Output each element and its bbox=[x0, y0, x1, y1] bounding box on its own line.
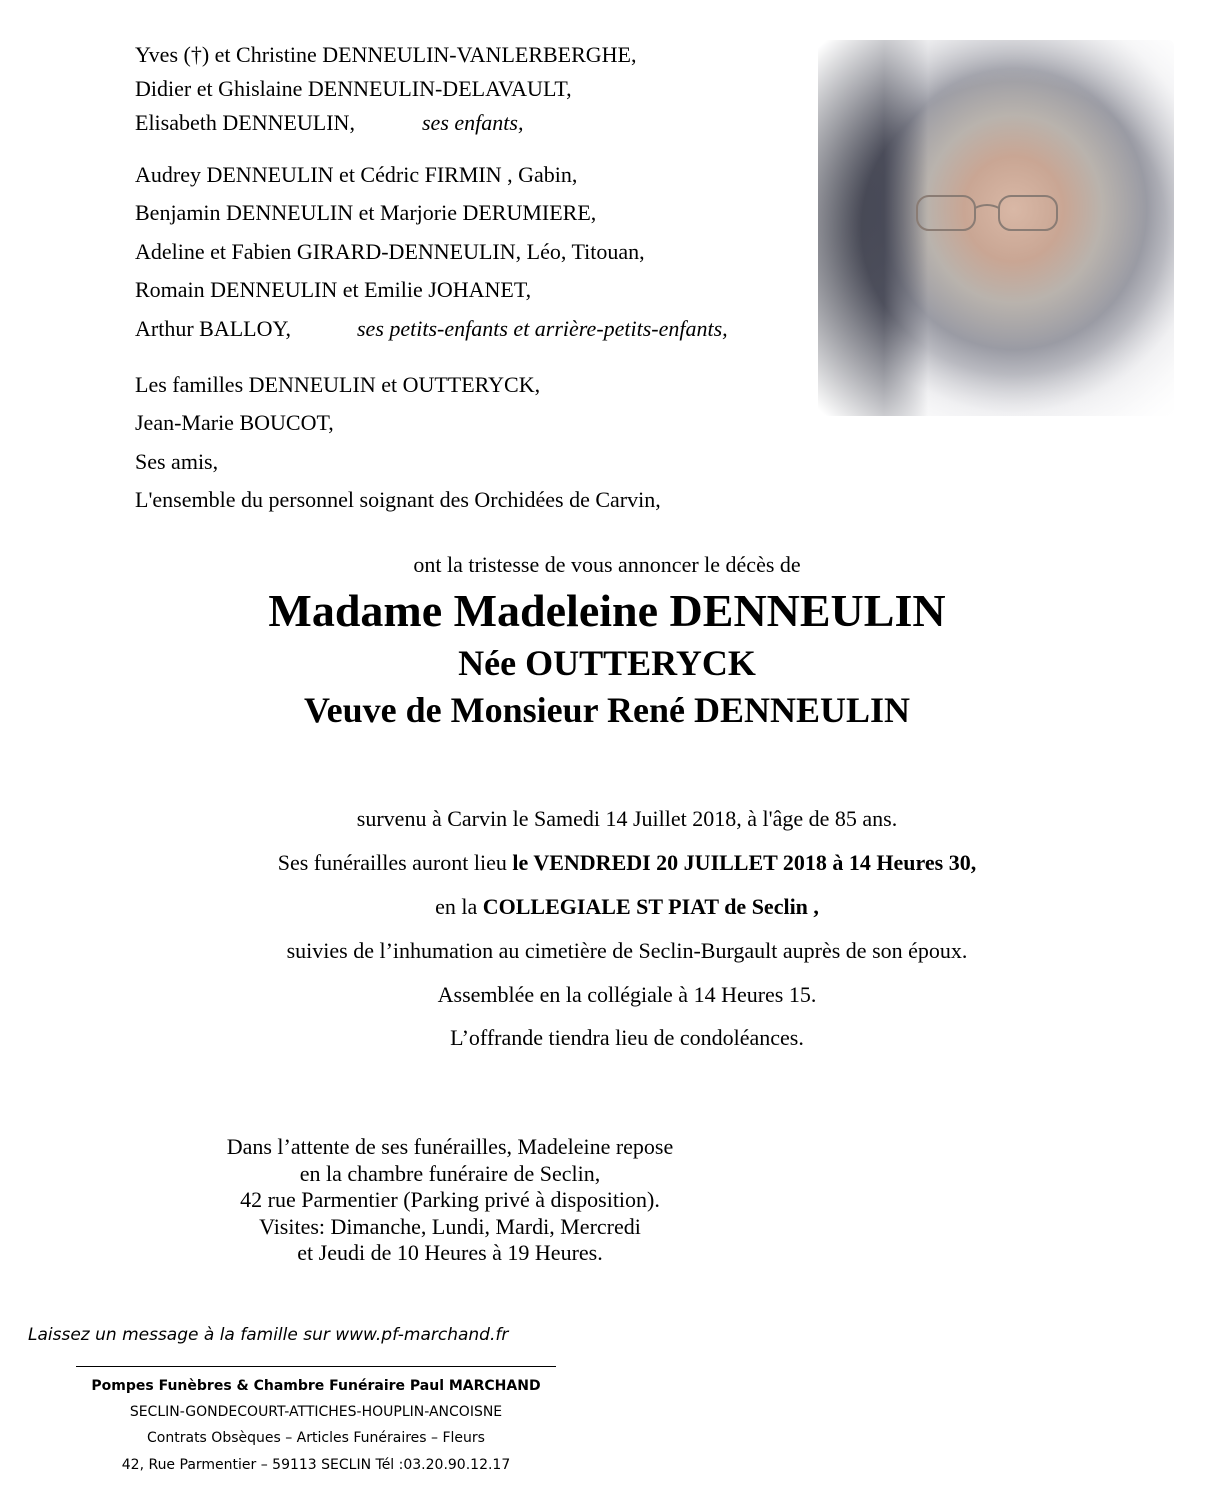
grandchild-line-2: Benjamin DENNEULIN et Marjorie DERUMIERE, bbox=[135, 200, 597, 225]
child-line-3: Elisabeth DENNEULIN, bbox=[135, 110, 355, 135]
funeral-info bbox=[20, 850, 1214, 876]
resting-line-4: Visites: Dimanche, Lundi, Mardi, Mercredi bbox=[259, 1213, 641, 1239]
grandchild-line-3: Adeline et Fabien GIRARD-DENNEULIN, Léo, Titouan, bbox=[135, 239, 645, 264]
assembly-info: Assemblée en la collégiale à 14 Heures 15. bbox=[437, 982, 817, 1007]
child-line-1: Yves (†) et Christine DENNEULIN-VANLERBERGHE, bbox=[135, 42, 637, 67]
grandchild-line-5: Arthur BALLOY, bbox=[135, 316, 292, 341]
funeral-prefix: Ses funérailles auront lieu bbox=[277, 850, 513, 875]
other-line-1: Les familles DENNEULIN et OUTTERYCK, bbox=[135, 372, 541, 397]
grandchild-line-1: Audrey DENNEULIN et Cédric FIRMIN , Gabin, bbox=[135, 162, 578, 187]
maiden-name: Née OUTTERYCK bbox=[458, 643, 756, 683]
other-line-2: Jean-Marie BOUCOT, bbox=[135, 410, 334, 435]
burial-info: suivies de l’inhumation au cimetière de Seclin-Burgault auprès de son époux. bbox=[286, 938, 968, 963]
resting-block bbox=[180, 1134, 720, 1267]
death-info: survenu à Carvin le Samedi 14 Juillet 2018, à l'âge de 85 ans. bbox=[356, 806, 898, 831]
resting-line-1: Dans l’attente de ses funérailles, Madeleine repose bbox=[226, 1134, 674, 1159]
resting-line-3: 42 rue Parmentier (Parking privé à disposition). bbox=[240, 1187, 660, 1212]
other-line-4: L'ensemble du personnel soignant des Orchidées de Carvin, bbox=[135, 487, 661, 512]
other-line-3: Ses amis, bbox=[135, 449, 219, 474]
deceased-name: Madame Madeleine DENNEULIN bbox=[268, 585, 946, 636]
company-towns: SECLIN-GONDECOURT-ATTICHES-HOUPLIN-ANCOISNE bbox=[129, 1404, 503, 1420]
resting-line-2: en la chambre funéraire de Seclin, bbox=[299, 1160, 601, 1186]
widow-of: Veuve de Monsieur René DENNEULIN bbox=[303, 690, 911, 730]
portrait-photo bbox=[818, 40, 1174, 416]
grandchild-line-4: Romain DENNEULIN et Emilie JOHANET, bbox=[135, 277, 532, 302]
company-address: 42, Rue Parmentier – 59113 SECLIN Tél :03.20.90.12.17 bbox=[121, 1457, 511, 1473]
footer-divider bbox=[76, 1366, 556, 1367]
company-services: Contrats Obsèques – Articles Funéraires – Fleurs bbox=[147, 1430, 485, 1446]
grandchildren-role: ses petits-enfants et arrière-petits-enfants, bbox=[357, 316, 728, 341]
child-line-2: Didier et Ghislaine DENNEULIN-DELAVAULT, bbox=[135, 76, 572, 101]
place-name: COLLEGIALE ST PIAT de Seclin , bbox=[482, 894, 819, 919]
offering-info: L’offrande tiendra lieu de condoléances. bbox=[450, 1025, 804, 1050]
announcement-intro: ont la tristesse de vous annoncer le décès de bbox=[413, 552, 801, 577]
children-role: ses enfants, bbox=[422, 110, 524, 135]
funeral-date: le VENDREDI 20 JUILLET 2018 à 14 Heures 30, bbox=[512, 850, 977, 875]
website-message: Laissez un message à la famille sur www.pf-marchand.fr bbox=[28, 1325, 509, 1345]
place-prefix: en la bbox=[435, 894, 483, 919]
company-name: Pompes Funèbres & Chambre Funéraire Paul MARCHAND bbox=[91, 1378, 541, 1394]
funeral-place bbox=[20, 894, 1214, 920]
resting-line-5: et Jeudi de 10 Heures à 19 Heures. bbox=[297, 1240, 603, 1265]
